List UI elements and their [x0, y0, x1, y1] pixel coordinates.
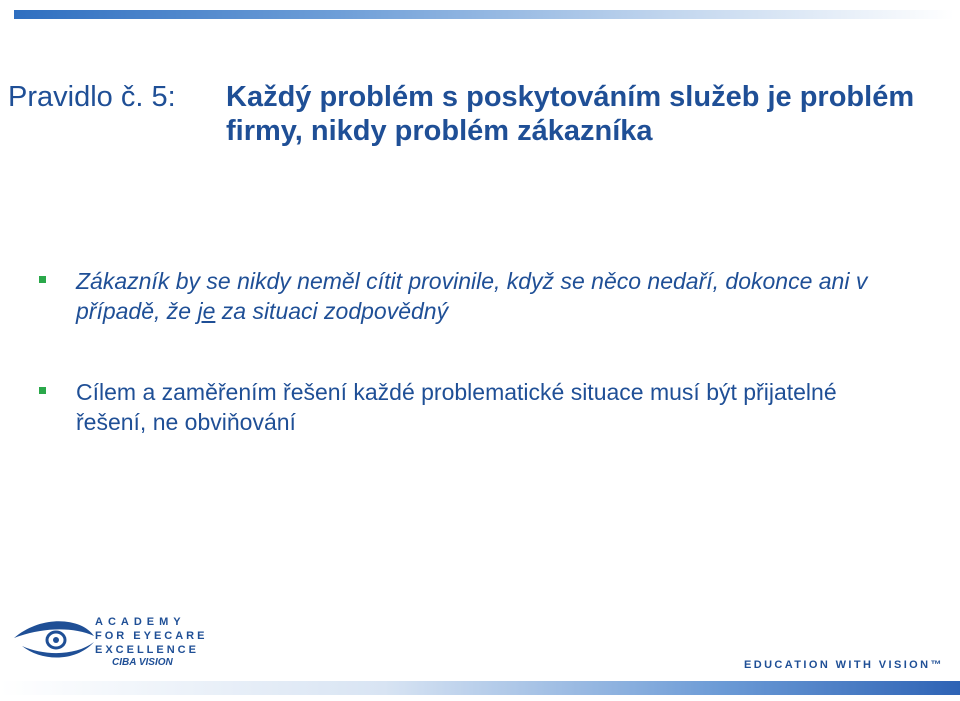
- bullet-text: Cílem a zaměřením řešení každé problematické situace musí být přijatelné řešení, ne obviňování: [76, 379, 837, 435]
- ciba-vision-logo: CIBA VISION: [112, 657, 173, 668]
- top-decorative-band: [14, 10, 954, 19]
- bottom-decorative-band: [0, 681, 960, 695]
- bullet-square-icon: [39, 276, 46, 283]
- underlined-word: je: [197, 298, 216, 324]
- bullet-square-icon: [39, 387, 46, 394]
- rule-statement: Každý problém s poskytováním služeb je problém firmy, nikdy problém zákazníka: [226, 81, 915, 147]
- academy-logo-text: ACADEMY FOR EYECARE EXCELLENCE: [95, 616, 208, 656]
- rule-number: Pravidlo č. 5:: [8, 81, 176, 113]
- tagline: EDUCATION WITH VISION™: [744, 659, 944, 671]
- bullet-text: Zákazník by se nikdy neměl cítit provinile, když se něco nedaří, dokonce ani v případě, že je za situaci zodpovědný: [76, 268, 868, 324]
